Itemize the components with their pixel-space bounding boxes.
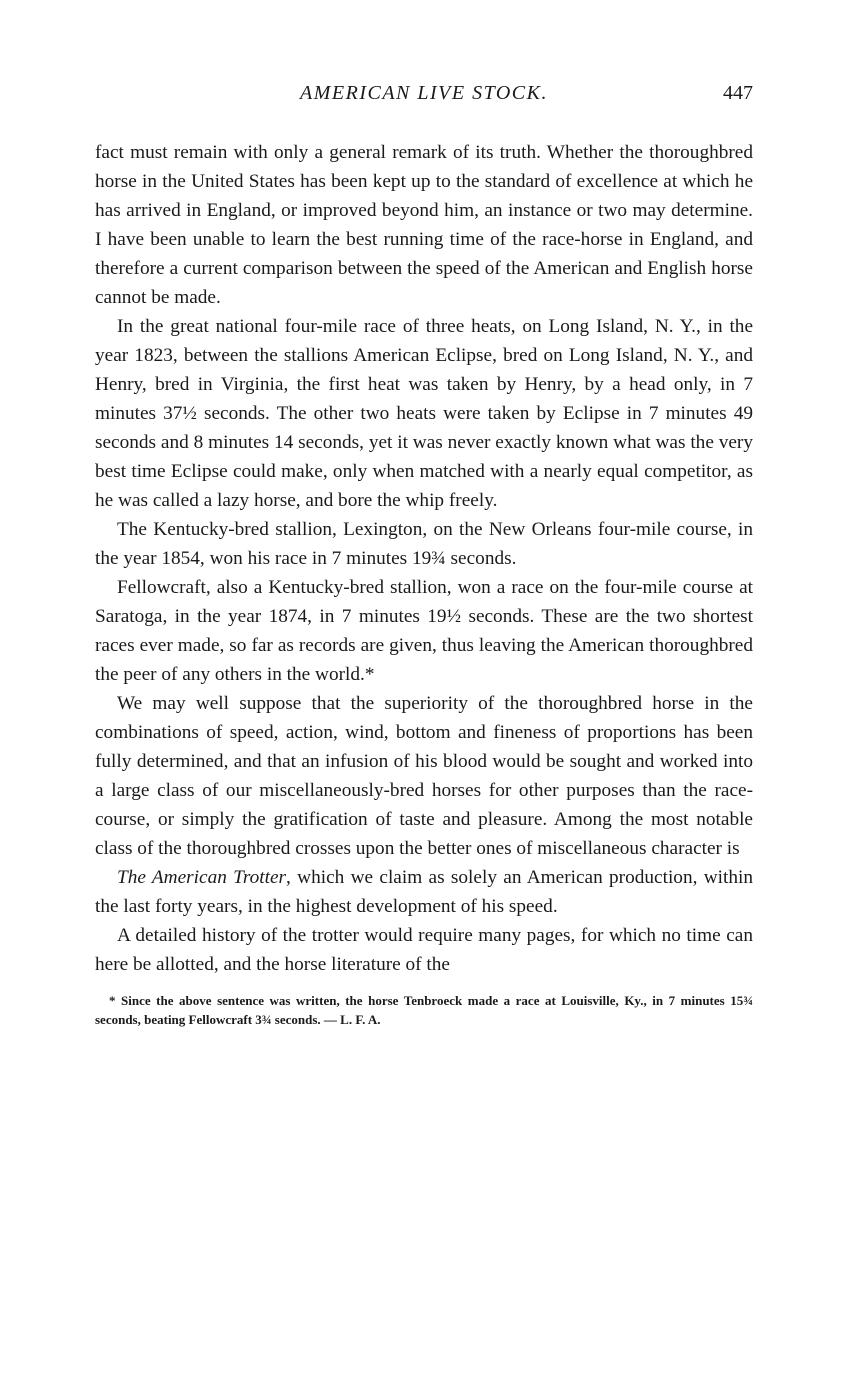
- book-page: [95, 78, 753, 1029]
- paragraph: We may well suppose that the superiority of the thoroughbred horse in the combinations of speed, action, wind, bottom and fineness of proportions has been fully determined, and that an infusion of his blood would be sought and worked into a large class of our miscellaneously-bred horses for other purposes than the race-course, or simply the gratification of taste and pleasure. Among the most notable class of the thoroughbred crosses upon the better ones of miscellaneous character is: [95, 693, 753, 859]
- body-text: [95, 138, 753, 979]
- footnote: * Since the above sentence was written, the horse Tenbroeck made a race at Louisville, Ky., in 7 minutes 15¾ seconds, beating Fellowcraft 3¾ seconds. — L. F. A.: [95, 993, 753, 1027]
- page-number: 447: [723, 82, 753, 104]
- running-head: [95, 78, 753, 114]
- paragraph: The Kentucky-bred stallion, Lexington, on the New Orleans four-mile course, in the year 1854, won his race in 7 minutes 19¾ seconds.: [95, 519, 753, 569]
- paragraph-text: , which we claim as solely an American production, within the last forty years, in the highest development of his speed.: [95, 867, 753, 917]
- italic-lead: The American Trotter: [117, 867, 287, 888]
- paragraph: Fellowcraft, also a Kentucky-bred stallion, won a race on the four-mile course at Saratoga, in the year 1874, in 7 minutes 19½ seconds. These are the two shortest races ever made, so far as records are given, thus leaving the American thoroughbred the peer of any others in the world.*: [95, 577, 753, 685]
- paragraph: fact must remain with only a general remark of its truth. Whether the thoroughbred horse in the United States has been kept up to the standard of excellence at which he has arrived in England, or improved beyond him, an instance or two may determine. I have been unable to learn the best running time of the race-horse in England, and therefore a current comparison between the speed of the American and English horse cannot be made.: [95, 142, 753, 308]
- paragraph: In the great national four-mile race of three heats, on Long Island, N. Y., in the year 1823, between the stallions American Eclipse, bred on Long Island, N. Y., and Henry, bred in Virginia, the first heat was taken by Henry, by a head only, in 7 minutes 37½ seconds. The other two heats were taken by Eclipse in 7 minutes 49 seconds and 8 minutes 14 seconds, yet it was never exactly known what was the very best time Eclipse could make, only when matched with a nearly equal competitor, as he was called a lazy horse, and bore the whip freely.: [95, 316, 753, 511]
- paragraph: [95, 863, 753, 921]
- running-title: AMERICAN LIVE STOCK.: [300, 82, 548, 104]
- paragraph: A detailed history of the trotter would require many pages, for which no time can here be allotted, and the horse literature of the: [95, 925, 753, 975]
